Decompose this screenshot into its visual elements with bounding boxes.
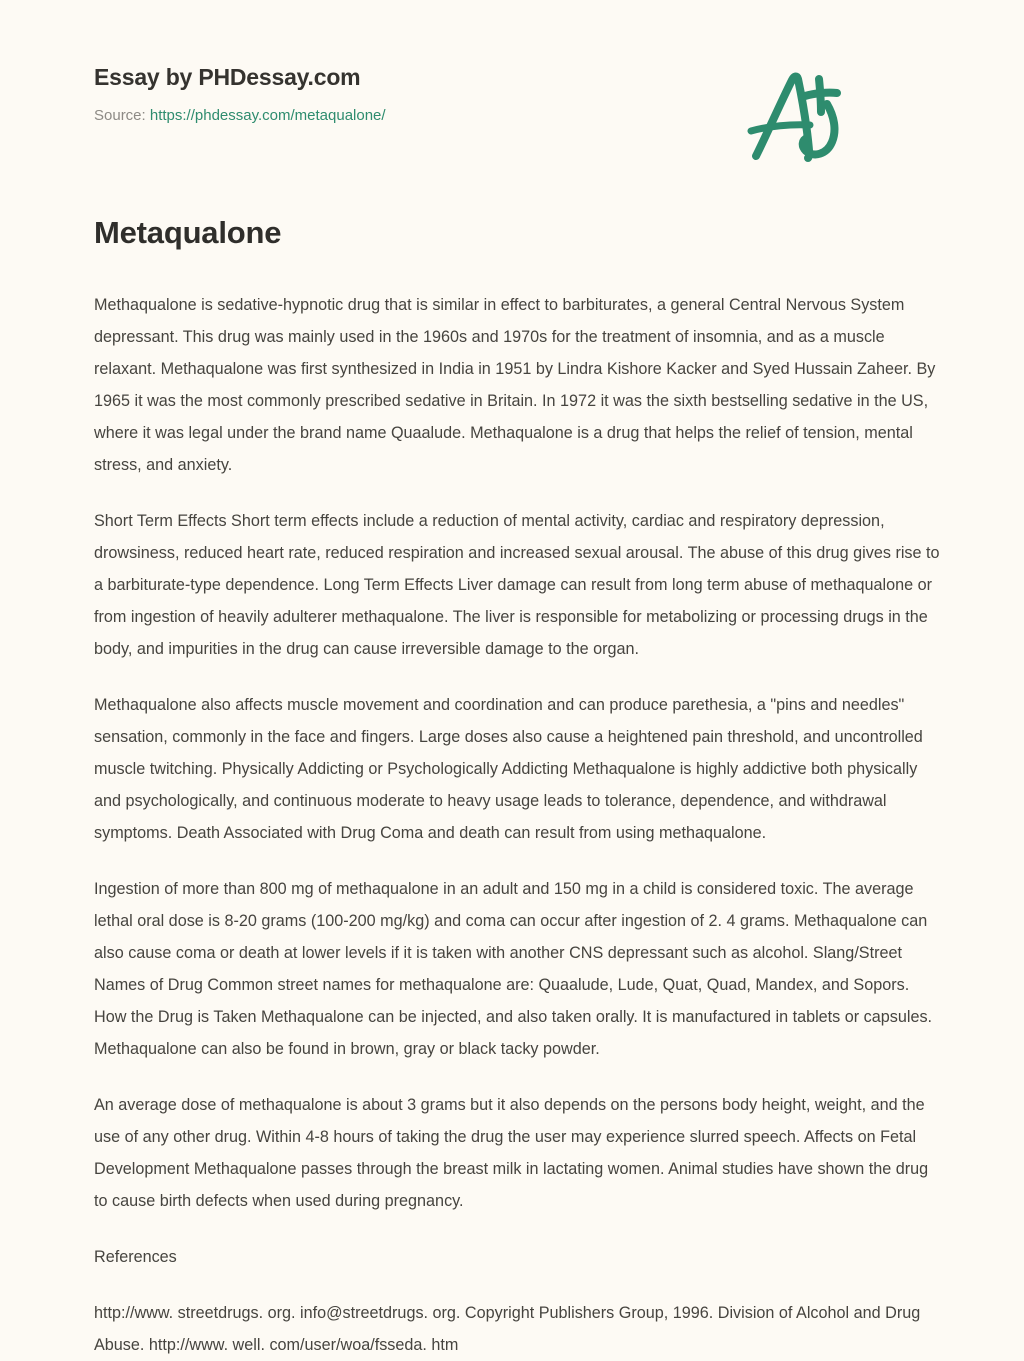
paragraph: Short Term Effects Short term effects include a reduction of mental activity, cardiac and respiratory depression, drowsiness, reduced heart rate, reduced respiration and increased sexual arousal. The abuse of this drug gives rise to a barbiturate-type dependence. Long Term Effects Liver damage can result from long term abuse of methaqualone or from ingestion of heavily adulterer methaqualone. The liver is responsible for metabolizing or processing drugs in the body, and impurities in the drug can cause irreversible damage to the organ. (94, 512, 940, 659)
page-title: Metaqualone (94, 215, 282, 250)
brand-title: Essay by PHDessay.com (94, 64, 361, 90)
source-link[interactable]: https://phdessay.com/metaqualone/ (149, 106, 386, 124)
paragraph: Methaqualone also affects muscle movement and coordination and can produce parethesia, a "pins and needles" sensation, commonly in the face and fingers. Large doses also cause a heightened pain threshold, and uncontrolled muscle twitching. Physically Addicting or Psychologically Addicting Methaqualone is highly addictive both physically and psychologically, and continuous moderate to heavy usage leads to tolerance, dependence, and withdrawal symptoms. Death Associated with Drug Coma and death can result from using methaqualone. (94, 696, 923, 843)
essay-body (94, 251, 940, 1361)
references-list: http://www. streetdrugs. org. info@streetdrugs. org. Copyright Publishers Group, 1996. Division of Alcohol and Drug Abuse. http://www. well. com/user/woa/fsseda. htm (94, 1304, 921, 1355)
references-heading: References (94, 1248, 177, 1267)
page-header (94, 0, 930, 122)
paragraph: Methaqualone is sedative-hypnotic drug that is similar in effect to barbiturates, a general Central Nervous System depressant. This drug was mainly used in the 1960s and 1970s for the treatment of insomnia, and as a muscle relaxant. Methaqualone was first synthesized in India in 1951 by Lindra Kishore Kacker and Syed Hussain Zaheer. By 1965 it was the most commonly prescribed sedative in Britain. In 1972 it was the sixth bestselling sedative in the US, where it was legal under the brand name Quaalude. Methaqualone is a drug that helps the relief of tension, mental stress, and anxiety. (94, 296, 936, 475)
paragraph: Ingestion of more than 800 mg of methaqualone in an adult and 150 mg in a child is considered toxic. The average lethal oral dose is 8-20 grams (100-200 mg/kg) and coma can occur after ingestion of 2. 4 grams. Methaqualone can also cause coma or death at lower levels if it is taken with another CNS depressant such as alcohol. Slang/Street Names of Drug Common street names for methaqualone are: Quaalude, Lude, Quat, Quad, Mandex, and Sopors. How the Drug is Taken Methaqualone can be injected, and also taken orally. It is manufactured in tablets or capsules. Methaqualone can also be found in brown, gray or black tacky powder. (94, 880, 933, 1059)
source-label: Source: (94, 106, 150, 124)
a-plus-logo (736, 52, 856, 172)
paragraph: An average dose of methaqualone is about 3 grams but it also depends on the persons body height, weight, and the use of any other drug. Within 4-8 hours of taking the drug the user may experience slurred speech. Affects on Fetal Development Methaqualone passes through the breast milk in lactating women. Animal studies have shown the drug to cause birth defects when used during pregnancy. (94, 1096, 929, 1211)
